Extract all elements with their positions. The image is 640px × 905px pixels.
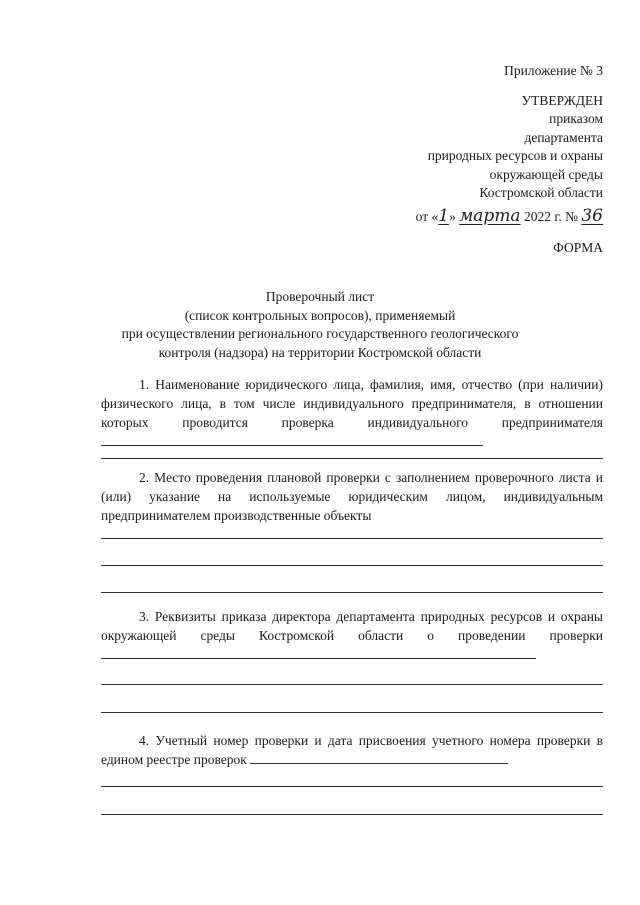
handwritten-month: марта bbox=[459, 205, 521, 226]
approved-label: УТВЕРЖДЕН bbox=[521, 92, 603, 108]
checklist-item-3 bbox=[101, 607, 603, 664]
item-2-blank-line-2[interactable] bbox=[101, 565, 603, 566]
item-3-blank-line-1[interactable] bbox=[101, 684, 603, 685]
title-line-1: Проверочный лист bbox=[265, 289, 375, 304]
handwritten-day: 1 bbox=[438, 205, 450, 226]
form-label: ФОРМА bbox=[553, 240, 603, 255]
title-line-3: при осуществлении регионального государственного геологического bbox=[121, 326, 519, 341]
approval-line-3: природных ресурсов и охраны bbox=[427, 148, 603, 163]
item-1-fill-line[interactable] bbox=[101, 433, 483, 446]
checklist-item-2 bbox=[101, 468, 603, 525]
item-4-blank-line-1[interactable] bbox=[101, 786, 603, 787]
approval-block bbox=[416, 62, 603, 226]
item-4-text: 4. Учетный номер проверки и дата присвоения учетного номера проверки в едином реестре проверок bbox=[101, 733, 603, 767]
handwritten-order-number: 36 bbox=[581, 205, 603, 226]
approval-line-2: департамента bbox=[524, 129, 603, 145]
title-line-4: контроля (надзора) на территории Костромской области bbox=[158, 344, 482, 360]
year-and-number-label: 2022 г. № bbox=[523, 208, 578, 224]
date-prefix: от « bbox=[415, 208, 439, 224]
item-4-fill-line[interactable] bbox=[250, 751, 508, 764]
item-3-blank-line-2[interactable] bbox=[101, 712, 603, 713]
document-title bbox=[0, 288, 640, 362]
item-2-blank-line-1[interactable] bbox=[101, 538, 603, 539]
approval-date-line bbox=[416, 207, 603, 227]
item-2-blank-line-3[interactable] bbox=[101, 592, 603, 593]
item-1-blank-line[interactable] bbox=[101, 458, 603, 459]
approval-line-1: приказом bbox=[549, 111, 603, 126]
item-3-fill-line[interactable] bbox=[101, 646, 536, 659]
approval-line-5: Костромской области bbox=[479, 185, 603, 200]
item-3-text: 3. Реквизиты приказа директора департамента природных ресурсов и охраны окружающей среды Костромской области о проведении проверки bbox=[101, 609, 603, 643]
checklist-item-1 bbox=[101, 375, 603, 451]
approval-line-4: окружающей среды bbox=[489, 166, 603, 182]
item-1-text: 1. Наименование юридического лица, фамилия, имя, отчество (при наличии) физического лица, в том числе индивидуального предпринимателя, в отношении которых проводится проверка индивидуального предпринимателя bbox=[101, 377, 603, 430]
item-2-text: 2. Место проведения плановой проверки с заполнением проверочного листа и (или) указание на используемые юридическим лицом, индивидуальным предпринимателем производственные объекты bbox=[101, 470, 603, 523]
date-mid: » bbox=[449, 208, 456, 224]
item-4-blank-line-2[interactable] bbox=[101, 814, 603, 815]
checklist-item-4 bbox=[101, 731, 603, 769]
title-line-2: (список контрольных вопросов), применяемый bbox=[184, 307, 456, 323]
appendix-label: Приложение № 3 bbox=[504, 63, 603, 78]
